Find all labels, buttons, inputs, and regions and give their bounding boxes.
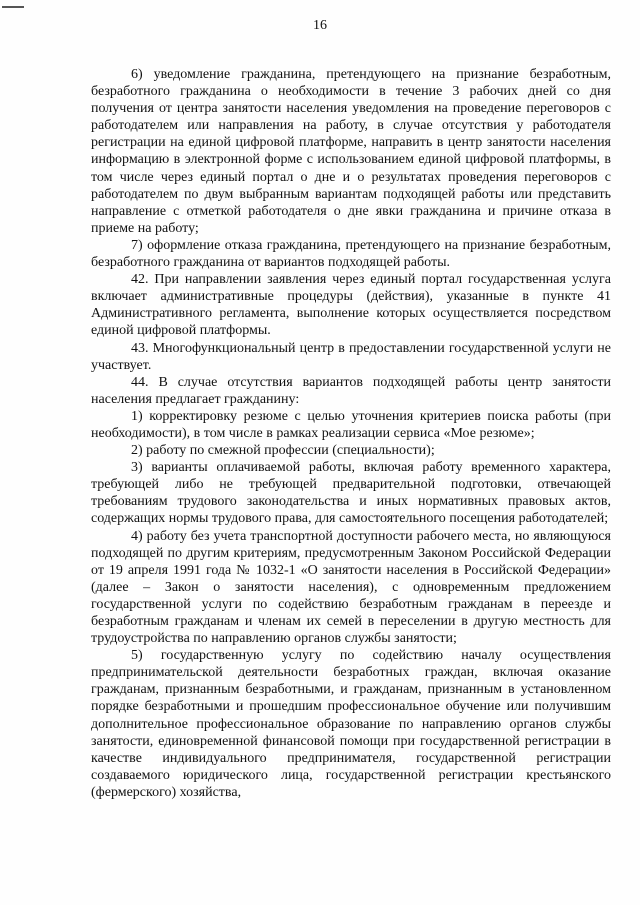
- paragraph-subitem-1: 1) корректировку резюме с целью уточнения критериев поиска работы (при необходимости), в том числе в рамках реализации сервиса «Мое резюме»;: [91, 408, 611, 441]
- paragraph-subitem-5: 5) государственную услугу по содействию началу осуществления предпринимательской деятельности безработных граждан, включая оказание гражданам, признанным безработными, и гражданам, признанным в установленном порядке безработными и прошедшим профессиональное обучение или получившим дополнительное профессиональное образование по направлению органов службы занятости, единовременной финансовой помощи при государственной регистрации в качестве индивидуального предпринимателя, государственной регистрации создаваемого юридического лица, государственной регистрации крестьянского (фермерского) хозяйства,: [91, 648, 611, 800]
- paragraph-clause-42: 42. При направлении заявления через единый портал государственная услуга включает административные процедуры (действия), указанные в пункте 41 Административного регламента, выполнение которых осуществляется посредством единой цифровой платформы.: [91, 272, 611, 339]
- paragraph-subitem-3: 3) варианты оплачиваемой работы, включая работу временного характера, требующей либо не требующей предварительной подготовки, отвечающей требованиям трудового законодательства и иных нормативных правовых актов, содержащих нормы трудового права, для самостоятельного посещения работодателей;: [91, 460, 611, 527]
- paragraph-item-7: 7) оформление отказа гражданина, претендующего на признание безработным, безработного гражданина от вариантов подходящей работы.: [91, 237, 611, 271]
- paragraph-clause-44: 44. В случае отсутствия вариантов подходящей работы центр занятости населения предлагает гражданину:: [91, 374, 611, 407]
- page-number: 16: [313, 18, 327, 33]
- document-body: [91, 66, 611, 801]
- paragraph-clause-43: 43. Многофункциональный центр в предоставлении государственной услуги не участвует.: [91, 340, 611, 373]
- paragraph-subitem-4: 4) работу без учета транспортной доступности рабочего места, но являющуюся подходящей по другим критериям, предусмотренным Законом Российской Федерации от 19 апреля 1991 года № 1032-1 «О занятости населения в Российской Федерации» (далее – Закон о занятости населения), с одновременным предложением государственной услуги по содействию безработным гражданам в переезде и безработным гражданам и членам их семей в переселении в другую местность для трудоустройства по направлению органов службы занятости;: [91, 528, 611, 647]
- paragraph-item-6: 6) уведомление гражданина, претендующего на признание безработным, безработного гражданина о необходимости в течение 3 рабочих дней со дня получения от центра занятости населения уведомления на проведение переговоров с работодателем или направления на работу, в случае отсутствия у работодателя регистрации на единой цифровой платформе, направить в центр занятости населения информацию в электронной форме с использованием единой цифровой платформы, в том числе через единый портал о дне и о результатах проведения переговоров с работодателем по двум выбранным вариантам подходящей работы или представить направление с отметкой работодателя о дне явки гражданина и причине отказа в приеме на работу;: [91, 67, 611, 236]
- scan-mark: [2, 6, 24, 8]
- paragraph-subitem-2: 2) работу по смежной профессии (специальности);: [131, 443, 435, 459]
